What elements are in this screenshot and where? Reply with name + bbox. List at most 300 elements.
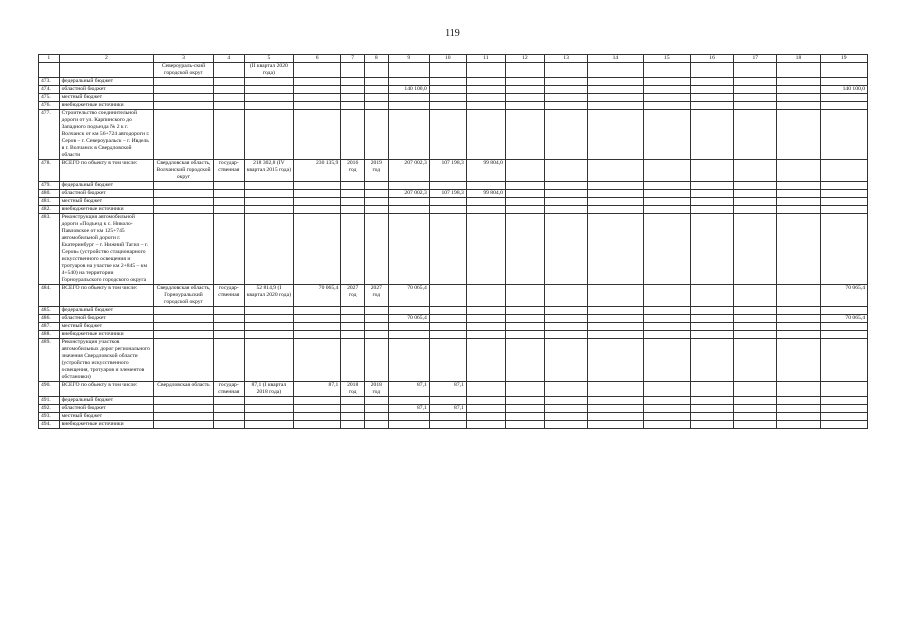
table-cell: [505, 413, 544, 421]
row-description: внебюджетные источники: [59, 331, 154, 339]
table-cell: [244, 405, 293, 413]
table-cell: [294, 421, 341, 429]
table-cell: [734, 331, 777, 339]
column-number: 5: [244, 55, 293, 63]
table-cell: [505, 405, 544, 413]
table-cell: [544, 102, 587, 110]
table-cell: [588, 110, 644, 160]
table-row: [39, 214, 868, 285]
table-cell: [505, 307, 544, 315]
table-cell: [588, 285, 644, 307]
table-cell: [691, 190, 734, 198]
table-cell: [643, 214, 690, 285]
table-cell: [388, 214, 429, 285]
table-cell: [466, 63, 505, 78]
row-description: федеральный бюджет: [59, 307, 154, 315]
table-cell: [734, 86, 777, 94]
row-number: [39, 63, 60, 78]
table-cell: [154, 182, 214, 190]
table-cell: [388, 339, 429, 382]
table-cell: [777, 190, 820, 198]
table-cell: [777, 413, 820, 421]
table-cell: [429, 94, 466, 102]
table-cell: [213, 206, 244, 214]
table-cell: [213, 78, 244, 86]
table-cell: [294, 339, 341, 382]
table-cell: [213, 323, 244, 331]
table-cell: [466, 182, 505, 190]
table-cell: [365, 214, 389, 285]
table-cell: [429, 182, 466, 190]
table-cell: [154, 323, 214, 331]
table-cell: [777, 339, 820, 382]
table-cell: [734, 78, 777, 86]
table-cell: [154, 421, 214, 429]
table-cell: [544, 86, 587, 94]
table-cell: [294, 307, 341, 315]
row-description: федеральный бюджет: [59, 182, 154, 190]
table-body: [39, 63, 868, 429]
table-cell: [820, 397, 867, 405]
table-cell: [154, 206, 214, 214]
table-cell: [734, 198, 777, 206]
row-number: 486.: [39, 315, 60, 323]
table-cell: 70 065,4: [388, 285, 429, 307]
table-cell: 70 065,4: [820, 315, 867, 323]
table-cell: [429, 110, 466, 160]
table-cell: [777, 182, 820, 190]
table-cell: [341, 63, 365, 78]
table-cell: [294, 86, 341, 94]
row-number: 476.: [39, 102, 60, 110]
table-cell: [466, 285, 505, 307]
table-cell: [341, 315, 365, 323]
table-cell: [777, 382, 820, 397]
table-cell: [154, 190, 214, 198]
table-cell: [429, 102, 466, 110]
row-description: [59, 63, 154, 78]
table-cell: 2018 год: [365, 382, 389, 397]
table-cell: [544, 182, 587, 190]
table-cell: [643, 182, 690, 190]
table-cell: [388, 198, 429, 206]
row-number: 485.: [39, 307, 60, 315]
table-cell: [691, 214, 734, 285]
table-cell: [429, 331, 466, 339]
row-number: 490.: [39, 382, 60, 397]
table-cell: [505, 160, 544, 182]
row-description: внебюджетные источники: [59, 102, 154, 110]
table-cell: [154, 78, 214, 86]
table-cell: [429, 198, 466, 206]
table-row: [39, 78, 868, 86]
table-cell: [213, 405, 244, 413]
table-cell: [777, 405, 820, 413]
row-number: 494.: [39, 421, 60, 429]
table-cell: 207 002,3: [388, 160, 429, 182]
row-number: 482.: [39, 206, 60, 214]
table-cell: [691, 285, 734, 307]
table-row: [39, 206, 868, 214]
column-number: 14: [588, 55, 644, 63]
table-cell: 140 100,0: [820, 86, 867, 94]
table-cell: [294, 190, 341, 198]
row-number: 481.: [39, 198, 60, 206]
table-cell: [244, 86, 293, 94]
table-cell: [734, 315, 777, 323]
table-cell: [643, 339, 690, 382]
table-cell: [505, 323, 544, 331]
table-cell: [213, 94, 244, 102]
table-cell: [294, 94, 341, 102]
table-cell: [544, 285, 587, 307]
row-description: ВСЕГО по объекту в том числе:: [59, 160, 154, 182]
table-cell: [588, 102, 644, 110]
table-cell: [213, 86, 244, 94]
table-cell: [341, 190, 365, 198]
table-cell: [505, 198, 544, 206]
table-cell: [505, 285, 544, 307]
table-cell: [244, 413, 293, 421]
table-cell: [505, 214, 544, 285]
table-cell: [388, 331, 429, 339]
table-cell: [820, 413, 867, 421]
table-cell: [643, 413, 690, 421]
table-cell: [643, 160, 690, 182]
table-cell: [294, 102, 341, 110]
table-cell: [388, 323, 429, 331]
table-row: [39, 331, 868, 339]
table-cell: 2018 год: [341, 382, 365, 397]
table-cell: [777, 331, 820, 339]
table-cell: [643, 307, 690, 315]
table-cell: 2019 год: [365, 160, 389, 182]
table-cell: [691, 413, 734, 421]
row-description: Реконструкция участков автомобильных дорог регионального значения Свердловской области (устройство искусственного освещения, тротуаров и элементов обстановки): [59, 339, 154, 382]
table-cell: [777, 307, 820, 315]
row-number: 489.: [39, 339, 60, 382]
table-cell: [588, 182, 644, 190]
column-number: 3: [154, 55, 214, 63]
table-cell: [244, 307, 293, 315]
table-cell: [341, 421, 365, 429]
table-cell: [244, 182, 293, 190]
row-description: ВСЕГО по объекту в том числе:: [59, 285, 154, 307]
table-cell: [365, 307, 389, 315]
table-cell: [820, 206, 867, 214]
table-cell: [588, 206, 644, 214]
table-cell: [820, 160, 867, 182]
table-cell: [429, 63, 466, 78]
column-number: 13: [544, 55, 587, 63]
table-cell: 87,1: [429, 405, 466, 413]
table-cell: [294, 214, 341, 285]
table-cell: 207 002,3: [388, 190, 429, 198]
table-row: [39, 160, 868, 182]
table-cell: [388, 182, 429, 190]
table-cell: [213, 182, 244, 190]
table-cell: [154, 214, 214, 285]
table-cell: [466, 206, 505, 214]
table-cell: [294, 63, 341, 78]
row-description: местный бюджет: [59, 198, 154, 206]
table-row: [39, 397, 868, 405]
table-cell: [734, 307, 777, 315]
table-cell: [505, 421, 544, 429]
row-description: областной бюджет: [59, 315, 154, 323]
table-cell: [154, 307, 214, 315]
table-cell: [544, 63, 587, 78]
table-cell: [466, 214, 505, 285]
table-cell: [777, 102, 820, 110]
table-cell: [505, 94, 544, 102]
table-cell: [820, 102, 867, 110]
table-cell: [820, 421, 867, 429]
table-cell: [365, 331, 389, 339]
table-cell: [691, 94, 734, 102]
table-cell: [213, 110, 244, 160]
table-cell: [244, 110, 293, 160]
table-cell: [691, 86, 734, 94]
table-cell: [388, 307, 429, 315]
table-cell: [213, 307, 244, 315]
table-cell: [588, 86, 644, 94]
table-cell: 140 100,0: [388, 86, 429, 94]
column-number: 6: [294, 55, 341, 63]
row-description: внебюджетные источники: [59, 421, 154, 429]
table-cell: [544, 315, 587, 323]
column-number: 1: [39, 55, 60, 63]
table-cell: 70 065,4: [388, 315, 429, 323]
table-cell: [154, 110, 214, 160]
table-cell: [365, 315, 389, 323]
table-cell: [294, 397, 341, 405]
table-row: [39, 63, 868, 78]
table-cell: [365, 182, 389, 190]
table-cell: [213, 413, 244, 421]
table-cell: [691, 421, 734, 429]
table-cell: [544, 405, 587, 413]
row-number: 493.: [39, 413, 60, 421]
table-cell: [341, 397, 365, 405]
table-cell: [341, 323, 365, 331]
table-cell: [244, 190, 293, 198]
table-cell: [388, 63, 429, 78]
column-number: 9: [388, 55, 429, 63]
table-cell: [544, 198, 587, 206]
table-cell: [588, 307, 644, 315]
table-cell: [294, 405, 341, 413]
table-row: [39, 94, 868, 102]
column-number: 4: [213, 55, 244, 63]
table-cell: 87,1 (I квартал 2018 года): [244, 382, 293, 397]
row-number: 480.: [39, 190, 60, 198]
table-row: [39, 315, 868, 323]
table-cell: [544, 78, 587, 86]
table-cell: [341, 214, 365, 285]
table-cell: [466, 331, 505, 339]
table-cell: 2027 год: [365, 285, 389, 307]
table-cell: [588, 160, 644, 182]
table-cell: [691, 382, 734, 397]
table-cell: [388, 421, 429, 429]
table-cell: [294, 110, 341, 160]
table-cell: [820, 307, 867, 315]
table-cell: [505, 86, 544, 94]
table-cell: [154, 331, 214, 339]
table-cell: 99 804,0: [466, 190, 505, 198]
table-cell: [777, 323, 820, 331]
table-cell: [244, 102, 293, 110]
table-cell: [365, 63, 389, 78]
table-cell: [429, 307, 466, 315]
table-cell: [505, 102, 544, 110]
table-cell: [341, 110, 365, 160]
row-number: 473.: [39, 78, 60, 86]
table-row: [39, 198, 868, 206]
table-cell: [734, 397, 777, 405]
table-cell: [365, 397, 389, 405]
table-cell: [820, 331, 867, 339]
table-cell: [341, 413, 365, 421]
table-cell: [388, 110, 429, 160]
table-cell: [734, 160, 777, 182]
table-cell: [294, 78, 341, 86]
table-cell: [213, 421, 244, 429]
row-number: 487.: [39, 323, 60, 331]
table-cell: [505, 182, 544, 190]
row-number: 488.: [39, 331, 60, 339]
table-cell: [213, 198, 244, 206]
table-cell: [244, 421, 293, 429]
table-cell: 2016 год: [341, 160, 365, 182]
table-row: [39, 102, 868, 110]
table-cell: [244, 397, 293, 405]
table-cell: [244, 198, 293, 206]
table-row: [39, 182, 868, 190]
table-cell: [734, 405, 777, 413]
table-cell: [588, 413, 644, 421]
table-cell: [466, 78, 505, 86]
table-row: [39, 413, 868, 421]
table-cell: [429, 421, 466, 429]
table-cell: [154, 94, 214, 102]
table-cell: [777, 421, 820, 429]
column-number: 11: [466, 55, 505, 63]
column-number: 10: [429, 55, 466, 63]
column-number-row: [39, 55, 868, 63]
table-cell: [820, 110, 867, 160]
table-cell: [643, 331, 690, 339]
table-cell: [734, 110, 777, 160]
table-cell: [691, 331, 734, 339]
table-cell: государ-ственная: [213, 382, 244, 397]
table-row: [39, 421, 868, 429]
table-cell: [691, 63, 734, 78]
table-cell: [429, 323, 466, 331]
table-cell: [643, 63, 690, 78]
table-cell: 87,1: [388, 405, 429, 413]
table-cell: [466, 339, 505, 382]
table-cell: [365, 323, 389, 331]
table-cell: [820, 94, 867, 102]
row-number: 477.: [39, 110, 60, 160]
table-cell: [691, 78, 734, 86]
table-cell: [365, 339, 389, 382]
table-cell: [466, 315, 505, 323]
table-cell: [429, 413, 466, 421]
table-cell: [643, 285, 690, 307]
table-cell: [213, 315, 244, 323]
table-cell: [544, 214, 587, 285]
table-cell: [588, 214, 644, 285]
table-cell: [691, 102, 734, 110]
table-cell: [643, 206, 690, 214]
row-number: 479.: [39, 182, 60, 190]
row-description: областной бюджет: [59, 405, 154, 413]
table-cell: [388, 206, 429, 214]
table-cell: [505, 339, 544, 382]
table-cell: [505, 331, 544, 339]
table-cell: [820, 214, 867, 285]
table-cell: [643, 78, 690, 86]
table-cell: [365, 110, 389, 160]
table-cell: [365, 413, 389, 421]
table-cell: [734, 285, 777, 307]
table-cell: [691, 405, 734, 413]
table-cell: [388, 102, 429, 110]
row-number: 478.: [39, 160, 60, 182]
table-cell: 87,1: [294, 382, 341, 397]
table-cell: [734, 63, 777, 78]
table-cell: [466, 198, 505, 206]
table-cell: [213, 397, 244, 405]
table-cell: [505, 382, 544, 397]
table-cell: [213, 339, 244, 382]
table-cell: Свердловская область: [154, 382, 214, 397]
table-cell: [244, 339, 293, 382]
column-number: 16: [691, 55, 734, 63]
table-cell: [213, 63, 244, 78]
table-cell: [505, 397, 544, 405]
table-cell: [691, 307, 734, 315]
table-cell: [588, 323, 644, 331]
table-cell: [365, 94, 389, 102]
column-number: 8: [365, 55, 389, 63]
table-cell: [691, 182, 734, 190]
table-cell: [365, 102, 389, 110]
table-cell: [388, 78, 429, 86]
table-cell: [365, 190, 389, 198]
table-cell: [294, 323, 341, 331]
table-cell: [588, 198, 644, 206]
table-cell: [244, 323, 293, 331]
table-cell: [691, 160, 734, 182]
table-cell: [777, 198, 820, 206]
table-cell: [466, 397, 505, 405]
table-cell: [588, 421, 644, 429]
table-cell: [734, 421, 777, 429]
table-cell: [544, 421, 587, 429]
table-row: [39, 382, 868, 397]
table-cell: [154, 413, 214, 421]
table-cell: 218 302,8 (IV квартал 2015 года): [244, 160, 293, 182]
table-cell: [466, 94, 505, 102]
table-cell: [244, 315, 293, 323]
table-cell: [588, 78, 644, 86]
table-cell: [643, 421, 690, 429]
table-cell: [154, 315, 214, 323]
